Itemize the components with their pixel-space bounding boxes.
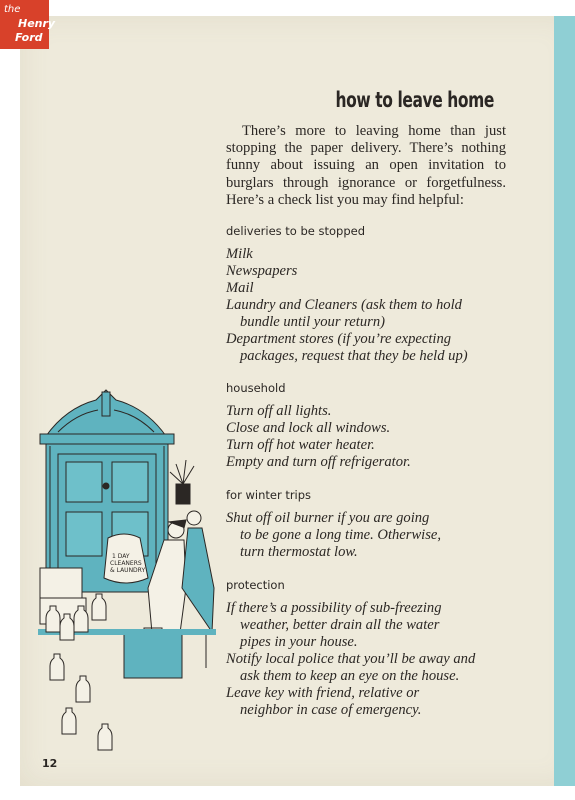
section-list-winter-trips — [226, 510, 526, 561]
list-item-continuation: ask them to keep an eye on the house. — [240, 668, 460, 684]
list-item-continuation: bundle until your return) — [240, 314, 385, 330]
list-item-continuation: weather, better drain all the water — [240, 617, 440, 633]
page-number: 12 — [42, 757, 58, 770]
list-item: Turn off all lights. — [226, 403, 332, 419]
intro-paragraph — [226, 123, 506, 209]
list-item: Leave key with friend, relative or — [226, 685, 420, 701]
logo-the: the — [4, 4, 21, 15]
door-illustration — [36, 388, 222, 758]
section-heading-protection: protection — [226, 578, 285, 592]
section-list-deliveries — [226, 246, 526, 365]
page-title: how to leave home — [335, 88, 494, 112]
list-item: If there’s a possibility of sub-freezing — [226, 600, 442, 616]
list-item: Newspapers — [226, 263, 298, 279]
list-item: Milk — [226, 246, 253, 262]
logo-henry: Henry — [18, 17, 56, 30]
list-item: Turn off hot water heater. — [226, 437, 375, 453]
intro-text: There’s more to leaving home than just stopping the paper delivery. There’s nothing funny about issuing an open invitation to burglars through ignorance or forgetfulness. Here’s a check list you may find helpful: — [226, 123, 506, 208]
list-item: Department stores (if you’re expecting — [226, 331, 452, 347]
list-item: Shut off oil burner if you are going — [226, 510, 430, 526]
accent-stripe — [554, 16, 575, 786]
section-list-household — [226, 403, 526, 471]
list-item: Notify local police that you’ll be away and — [226, 651, 476, 667]
list-item-continuation: pipes in your house. — [240, 634, 358, 650]
list-item-continuation: to be gone a long time. Otherwise, — [240, 527, 442, 543]
list-item: Empty and turn off refrigerator. — [226, 454, 411, 470]
henry-ford-logo — [0, 0, 56, 49]
section-heading-household: household — [226, 381, 286, 395]
section-heading-deliveries: deliveries to be stopped — [226, 224, 366, 238]
section-heading-winter-trips: for winter trips — [226, 488, 312, 502]
laundry-tag-line1: 1 DAY — [112, 553, 130, 560]
list-item: Laundry and Cleaners (ask them to hold — [226, 297, 462, 313]
section-list-protection — [226, 600, 526, 719]
list-item: Mail — [226, 280, 254, 296]
logo-ford: Ford — [15, 31, 43, 44]
list-item-continuation: packages, request that they be held up) — [240, 348, 468, 364]
list-item-continuation: neighbor in case of emergency. — [240, 702, 422, 718]
list-item: Close and lock all windows. — [226, 420, 391, 436]
laundry-tag-line2: CLEANERS — [110, 560, 142, 567]
list-item-continuation: turn thermostat low. — [240, 544, 358, 560]
laundry-tag-line3: & LAUNDRY — [110, 567, 146, 574]
